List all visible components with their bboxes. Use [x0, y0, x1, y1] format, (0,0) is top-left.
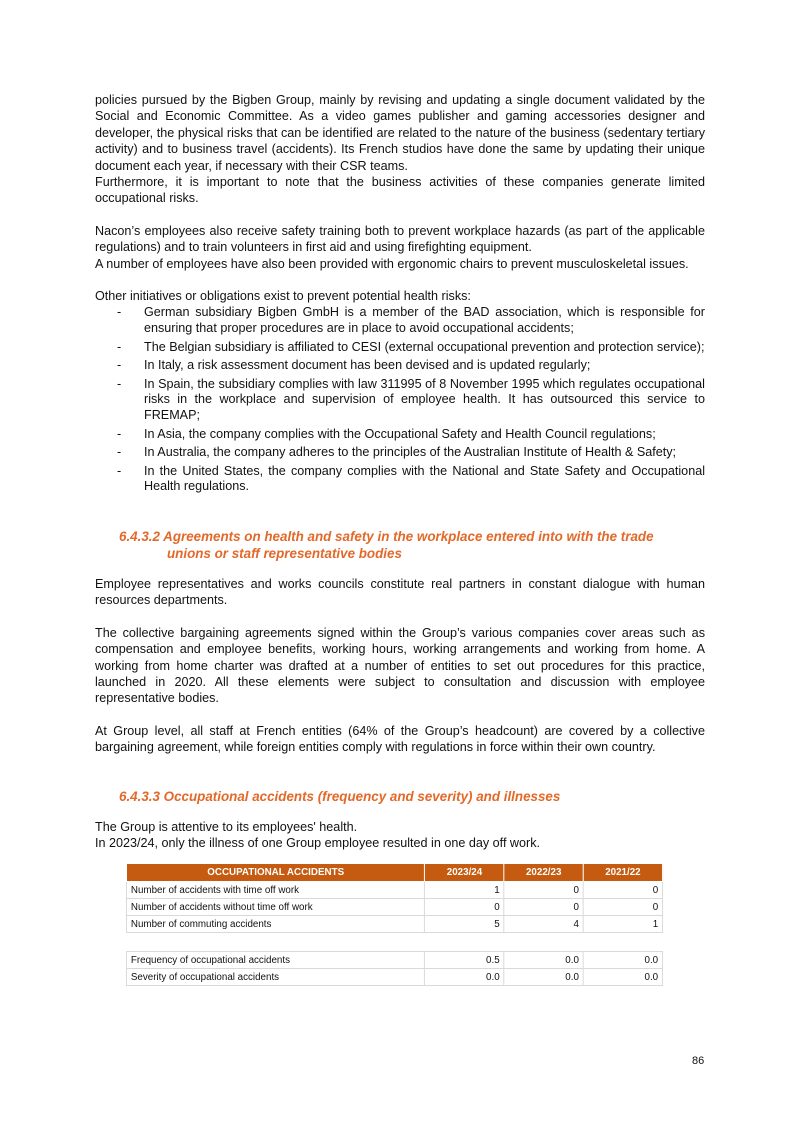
cell-value: 1	[583, 916, 662, 933]
row-label: Number of commuting accidents	[126, 916, 424, 933]
list-item: - In Australia, the company adheres to the principles of the Australian Institute of Health & Safety;	[117, 445, 677, 460]
table-row	[126, 969, 662, 986]
paragraph: The collective bargaining agreements signed within the Group’s various companies cover areas such as compensation and employee benefits, working hours, working arrangements and working from home. A working from home charter was drafted at a number of entities to set out procedures for this practice, launched in 2020. All these elements were subject to consultation and discussion with employee representative bodies.	[95, 625, 705, 706]
table-row	[126, 916, 662, 933]
cell-value: 0.0	[425, 969, 504, 986]
list-item: - The Belgian subsidiary is affiliated to CESI (external occupational prevention and protection service);	[117, 339, 705, 354]
dash-bullet: -	[117, 426, 122, 441]
section-heading-6433: 6.4.3.3 Occupational accidents (frequency and severity) and illnesses	[119, 788, 561, 804]
dash-bullet: -	[117, 339, 122, 354]
cell-value: 0	[583, 899, 662, 916]
row-label: Number of accidents with time off work	[126, 882, 424, 899]
cell-value: 0	[504, 882, 583, 899]
table-row	[126, 899, 662, 916]
paragraph: The Group is attentive to its employees' health.	[95, 819, 358, 834]
cell-value: 0	[425, 899, 504, 916]
row-label: Number of accidents without time off work	[126, 899, 424, 916]
cell-value: 4	[504, 916, 583, 933]
section-heading-6432: 6.4.3.2 Agreements on health and safety in the workplace entered into with the trade unions or staff representative bodies	[119, 529, 654, 561]
column-header: 2021/22	[583, 864, 662, 882]
cell-value: 0	[504, 899, 583, 916]
table-header-row	[126, 864, 662, 882]
list-item: - German subsidiary Bigben GmbH is a member of the BAD association, which is responsible for ensuring that proper procedures are in place to avoid occupational accidents;	[117, 305, 705, 336]
paragraph: Nacon’s employees also receive safety training both to prevent workplace hazards (as part of the applicable regulations) and to train volunteers in first aid and using firefighting equipment.	[95, 223, 705, 255]
paragraph: A number of employees have also been provided with ergonomic chairs to prevent musculoskeletal issues.	[95, 256, 689, 271]
dash-bullet: -	[117, 376, 122, 391]
dash-bullet: -	[117, 305, 122, 320]
paragraph: In 2023/24, only the illness of one Group employee resulted in one day off work.	[95, 836, 541, 851]
paragraph: Furthermore, it is important to note that the business activities of these companies generate limited occupational risks.	[95, 175, 705, 206]
table-row	[126, 882, 662, 899]
table-row	[126, 952, 662, 969]
paragraph: Employee representatives and works councils constitute real partners in constant dialogue with human resources departments.	[95, 577, 705, 608]
occupational-accidents-table	[126, 863, 663, 986]
column-header: OCCUPATIONAL ACCIDENTS	[126, 864, 424, 882]
cell-value: 1	[425, 882, 504, 899]
cell-value: 0.0	[583, 969, 662, 986]
dash-bullet: -	[117, 463, 122, 478]
bullet-list	[95, 305, 705, 495]
list-item: - In Italy, a risk assessment document has been devised and is updated regularly;	[117, 358, 591, 373]
paragraph: At Group level, all staff at French entities (64% of the Group’s headcount) are covered by a collective bargaining agreement, while foreign entities comply with regulations in force within their own country.	[95, 723, 705, 755]
cell-value: 0	[583, 882, 662, 899]
cell-value: 5	[425, 916, 504, 933]
paragraph: policies pursued by the Bigben Group, mainly by revising and updating a single document validated by the Social and Economic Committee. As a video games publisher and gaming accessories designer and developer, the physical risks that can be identified are related to the nature of the business (sedentary tertiary activity) and to business travel (accidents). Its French studios have done the same by updating their unique document each year, if necessary with their CSR teams.	[95, 93, 705, 173]
dash-bullet: -	[117, 358, 122, 373]
cell-value: 0.0	[504, 969, 583, 986]
page-number: 86	[692, 1055, 705, 1067]
list-item: - In Asia, the company complies with the Occupational Safety and Health Council regulations;	[117, 426, 656, 441]
list-item: - In the United States, the company complies with the National and State Safety and Occupational Health regulations.	[117, 463, 705, 494]
paragraph: Other initiatives or obligations exist to prevent potential health risks:	[95, 289, 471, 304]
cell-value: 0.0	[504, 952, 583, 969]
column-header: 2022/23	[504, 864, 583, 882]
row-label: Frequency of occupational accidents	[126, 952, 424, 969]
document-page	[95, 92, 705, 986]
dash-bullet: -	[117, 445, 122, 460]
cell-value: 0.0	[583, 952, 662, 969]
row-label: Severity of occupational accidents	[126, 969, 424, 986]
list-item: - In Spain, the subsidiary complies with law 311995 of 8 November 1995 which regulates occupational risks in the workplace and supervision of employee health. It has outsourced this service to FREMAP;	[117, 376, 705, 423]
column-header: 2023/24	[425, 864, 504, 882]
cell-value: 0.5	[425, 952, 504, 969]
